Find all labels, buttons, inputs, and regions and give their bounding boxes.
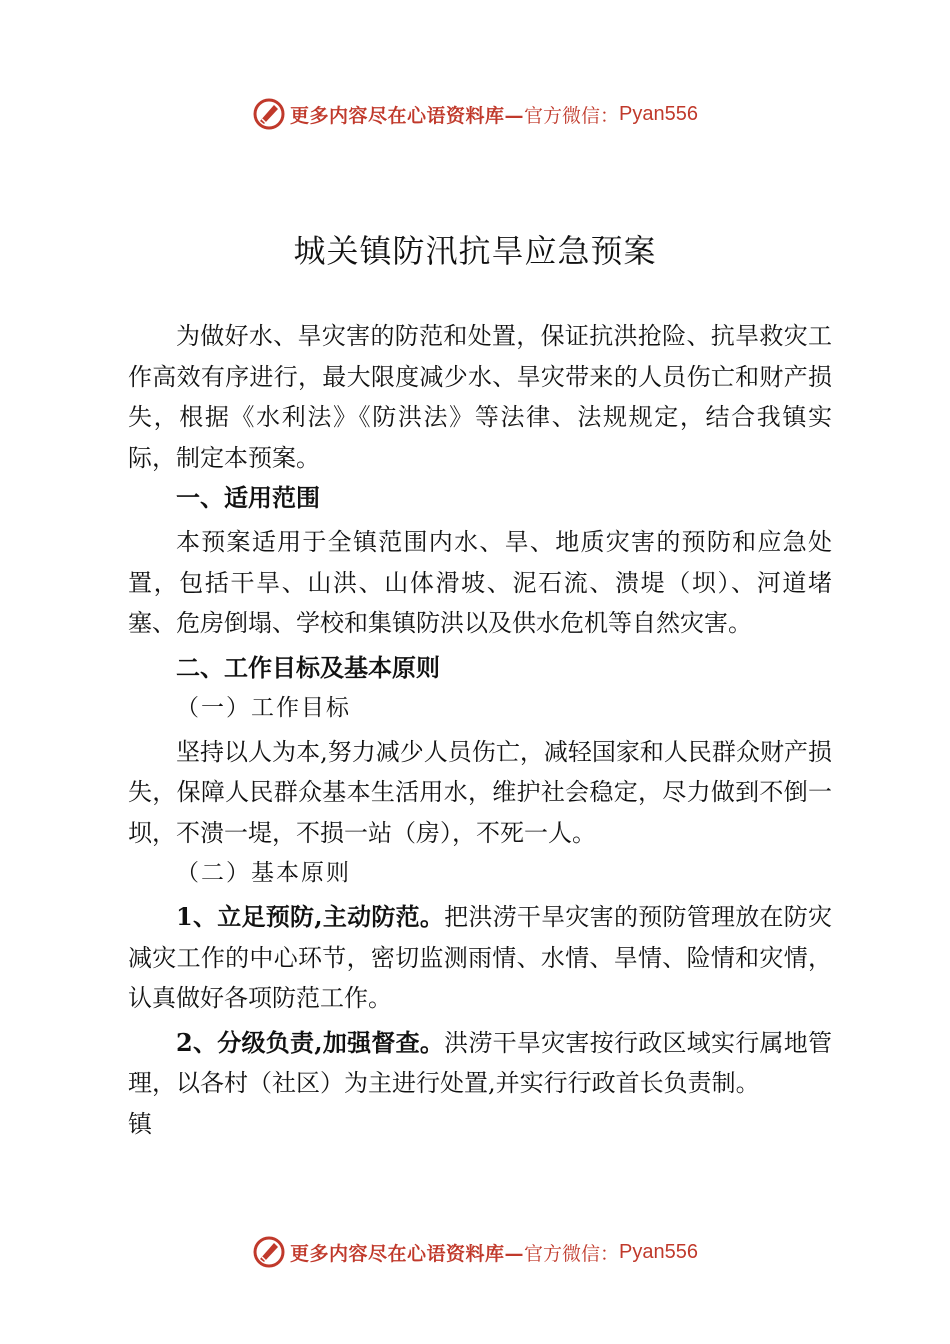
brand-logo-icon (252, 1235, 286, 1269)
subheading-goals: （一）工作目标 (176, 694, 351, 721)
scope-paragraph: 本预案适用于全镇范围内水、旱、地质灾害的预防和应急处置，包括干旱、山洪、山体滑坡、泥石流、溃堤（坝）、河道堵塞、危房倒塌、学校和集镇防洪以及供水危机等自然灾害。 (128, 528, 832, 637)
header-watermark-banner (0, 94, 950, 134)
subheading-principles: （二）基本原则 (176, 860, 351, 886)
principle-2-paragraph (128, 1023, 832, 1104)
goals-paragraph: 坚持以人为本,努力减少人员伤亡，减轻国家和人民群众财产损失，保障人民群众基本生活用水，维护社会稳定，尽力做到不倒一坝，不溃一堤，不损一站（房），不死一人。 (128, 737, 832, 847)
brand-logo-icon (252, 97, 286, 131)
banner-wechat-label: 官方微信： (524, 104, 620, 127)
trailing-text: 镇 (128, 1109, 152, 1138)
document-body (128, 316, 832, 1144)
banner-wechat-id: Pyan556 (619, 102, 698, 125)
principle-2-lead: 2、分级负责,加强督查。 (176, 1027, 445, 1057)
banner-wechat-id: Pyan556 (619, 1240, 698, 1263)
intro-paragraph: 为做好水、旱灾害的防范和处置，保证抗洪抢险、抗旱救灾工作高效有序进行，最大限度减少水、旱灾带来的人员伤亡和财产损失，根据《水利法》《防洪法》等法律、法规规定，结合我镇实际，制定本预案。 (128, 322, 832, 472)
principle-1-body: 把洪涝干旱灾害的预防管理放在防灾减灾工作的中心环节，密切监测雨情、水情、旱情、险情和灾情，认真做好各项防范工作。 (128, 903, 832, 1012)
footer-watermark-banner (0, 1232, 950, 1272)
document-title: 城关镇防汛抗旱应急预案 (293, 232, 657, 270)
banner-wechat-label: 官方微信： (524, 1242, 620, 1265)
section-heading-scope: 一、适用范围 (176, 484, 320, 512)
principle-2-body: 洪涝干旱灾害按行政区域实行属地管理，以各村（社区）为主进行处置,并实行行政首长负责制。 (128, 1028, 832, 1097)
section-heading-goals-principles: 二、工作目标及基本原则 (176, 653, 440, 682)
banner-text: 更多内容尽在心语资料库— (290, 104, 525, 127)
banner-text: 更多内容尽在心语资料库— (290, 1242, 525, 1265)
principle-1-lead: 1、立足预防,主动防范。 (176, 902, 445, 931)
principle-1-paragraph (128, 897, 832, 1019)
